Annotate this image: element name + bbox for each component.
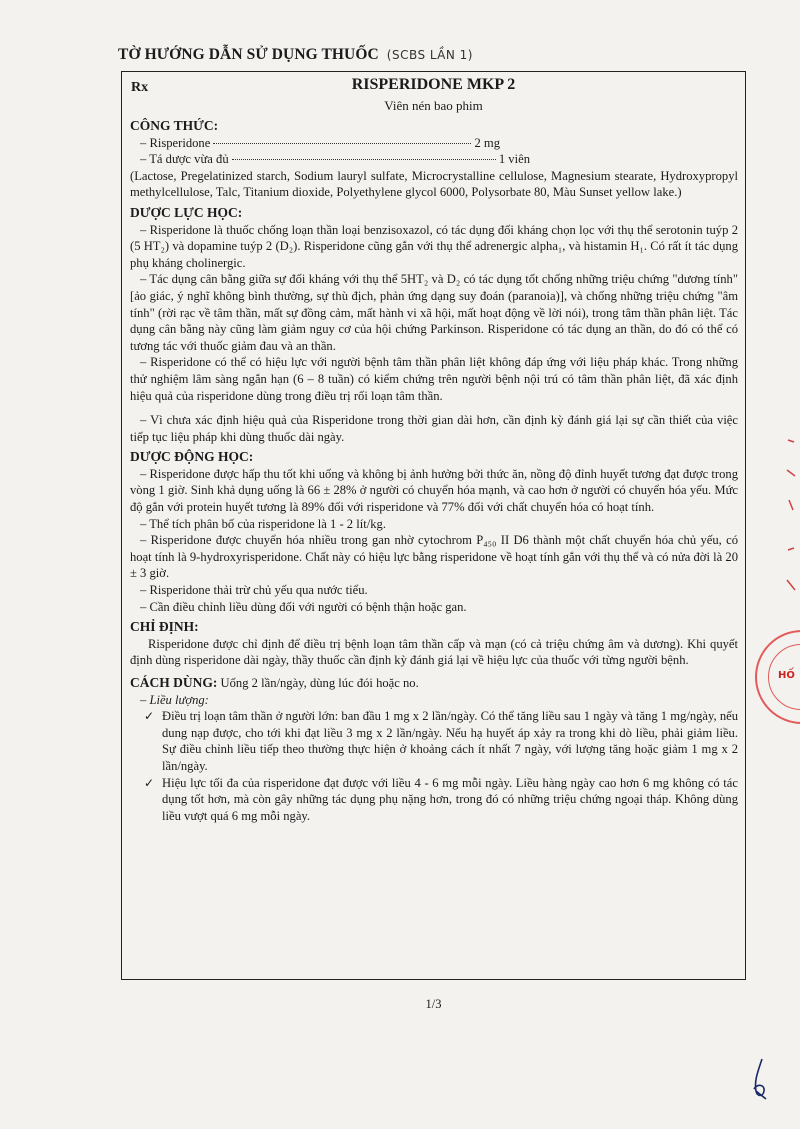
dot-leader xyxy=(232,159,496,160)
stamp-text: HỐ xyxy=(778,670,795,681)
paragraph: Risperidone được chỉ định để điều trị bệnh loạn tâm thần cấp và mạn (có cả triệu chứng âm và dương). Khi quyết định dùng risperidone dài ngày, thầy thuốc cần định kỳ đánh giá lại về hiệu lực của thuốc với từng người bệnh. xyxy=(130,636,738,668)
formula-ingredient: – Risperidone xyxy=(140,135,211,150)
dosage-item xyxy=(130,775,738,825)
paragraph: – Risperidone là thuốc chống loạn thần loại benzisoxazol, có tác dụng đối kháng chọn lọc với thụ thể serotonin tuýp 2 (5 HT₂) và dopamine tuýp 2 (D₂). Risperidone cũng gắn với thụ thể adrenergic alpha₁, và histamin H₁. Có rất ít tác dụng phụ kháng cholinergic. xyxy=(130,222,738,270)
margin-marks xyxy=(784,430,798,610)
dosage-text: Điều trị loạn tâm thần ở người lớn: ban đầu 1 mg x 2 lần/ngày. Có thể tăng liều sau 1 ngày và tăng 1 mg/ngày, nếu dung nạp được, cho tới khi đạt liều 3 mg x 2 lần/ngày. Nếu hạ huyết áp xảy ra trong khi dò liều, phải giảm liều. Sự điều chỉnh liều tiếp theo thường thực hiện ở khoảng cách ít nhất 7 ngày, với lượng tăng hoặc giảm 1 mg x 2 lần/ngày. xyxy=(162,709,738,773)
formula-line-active xyxy=(130,135,500,152)
document-body xyxy=(130,116,738,824)
check-icon: ✓ xyxy=(144,709,155,724)
paragraph: – Vì chưa xác định hiệu quả của Risperidone trong thời gian dài hơn, cần định kỳ đánh giá lại sự cần thiết của việc tiếp tục liệu pháp khi dùng thuốc dài ngày. xyxy=(130,413,738,444)
signature-icon xyxy=(748,1057,772,1101)
excipient-list: (Lactose, Pregelatinized starch, Sodium lauryl sulfate, Microcrystalline cellulose, Magnesium stearate, Hydroxypropyl methylcellulose, Talc, Titanium dioxide, Polyethylene glycol 6000, Polysorbate 80, Màu Sunset yellow lake.) xyxy=(130,168,738,200)
spacer xyxy=(130,404,738,412)
dosage-text: Hiệu lực tối đa của risperidone đạt được với liều 4 - 6 mg mỗi ngày. Liều hàng ngày cao hơn 6 mg không có tác dụng tốt hơn, mà còn gây những tác dụng phụ nặng hơn, trong đó có những triệu chứng ngoại tháp. Không dùng liều vượt quá 6 mg mỗi ngày. xyxy=(162,775,738,823)
formula-amount: 2 mg xyxy=(474,135,500,150)
page-number: 1/3 xyxy=(425,997,442,1011)
formula-line-excipient xyxy=(130,151,530,168)
paragraph: – Risperidone được chuyển hóa nhiều trong gan nhờ cytochrom P₄₅₀ II D6 thành một chất chuyển hóa chủ yếu, có hoạt tính là 9-hydroxyrisperidone. Chất này có hiệu lực bằng risperidone về hoạt tính gắn với thụ thể và có nửa đời là 20 ± 3 giờ. xyxy=(130,533,738,581)
cach-dung-line xyxy=(130,675,738,692)
section-heading-cong-thuc: CÔNG THỨC: xyxy=(130,118,219,133)
rx-symbol: Rx xyxy=(131,80,149,95)
dosage-form: Viên nén bao phim xyxy=(384,98,483,113)
drug-name: RISPERIDONE MKP 2 xyxy=(351,76,516,93)
lieu-luong-heading: – Liều lượng: xyxy=(140,692,209,707)
paragraph: – Cần điều chỉnh liều dùng đối với người có bệnh thận hoặc gan. xyxy=(140,599,467,614)
page-header xyxy=(118,46,758,64)
formula-amount: 1 viên xyxy=(498,152,530,167)
leaflet-title: TỜ HƯỚNG DẪN SỬ DỤNG THUỐC xyxy=(118,46,379,63)
dot-leader xyxy=(213,143,471,144)
paragraph: – Risperidone có thể có hiệu lực với người bệnh tâm thần phân liệt không đáp ứng với liệu pháp khác. Trong những thử nghiệm lâm sàng ngắn hạn (6 – 8 tuần) có kiểm chứng trên người bệnh nội trú có tâm thần phân liệt, đã xác định hiệu quả của risperidone dùng trong điều trị rối loạn tâm thần. xyxy=(130,355,738,403)
paragraph: – Risperidone thải trừ chủ yếu qua nước tiểu. xyxy=(140,583,368,598)
section-heading-duoc-dong-hoc: DƯỢC ĐỘNG HỌC: xyxy=(130,449,254,465)
cach-dung-intro: Uống 2 lần/ngày, dùng lúc đói hoặc no. xyxy=(220,676,419,690)
paragraph: – Risperidone được hấp thu tốt khi uống và không bị ảnh hưởng bởi thức ăn, nồng độ đỉnh huyết tương đạt được trong vòng 1 giờ. Sinh khả dụng uống là 66 ± 28% ở người có chuyển hóa mạnh, và cao hơn ở người có chuyển hóa yếu. Mức độ gắn với protein huyết tương là 89% đối với risperidone và 77% đối với chất chuyển hóa có hoạt tính. xyxy=(130,466,738,515)
dosage-item xyxy=(130,708,738,774)
check-icon: ✓ xyxy=(144,775,155,790)
formula-ingredient: – Tá dược vừa đủ xyxy=(140,152,229,167)
section-heading-cach-dung: CÁCH DÙNG: xyxy=(130,675,218,690)
section-heading-duoc-luc-hoc: DƯỢC LỰC HỌC: xyxy=(130,204,243,220)
handwritten-note: (SCBS LẦN 1) xyxy=(386,48,473,62)
paragraph: – Tác dụng cân bằng giữa sự đối kháng với thụ thể 5HT₂ và D₂ có tác dụng tốt chống những triệu chứng "dương tính" [ảo giác, ý nghĩ không bình thường, sự thù địch, phản ứng dạng suy đoán (paranoia)], và chống những triệu chứng "âm tính" (rời rạc về tâm thần, mất sự đồng cảm, mất hành vi xã hội, mất hoạt động về lời nói), trong tâm thần phân liệt. Tác dụng cân bằng này cũng làm giảm nguy cơ của hội chứng Parkinson. Risperidone có tác dụng an thần, do đó có thể có tương tác với thuốc giảm đau và an thần. xyxy=(130,272,738,353)
section-heading-chi-dinh: CHỈ ĐỊNH: xyxy=(130,619,199,635)
paragraph: – Thể tích phân bố của risperidone là 1 - 2 lít/kg. xyxy=(140,516,386,531)
